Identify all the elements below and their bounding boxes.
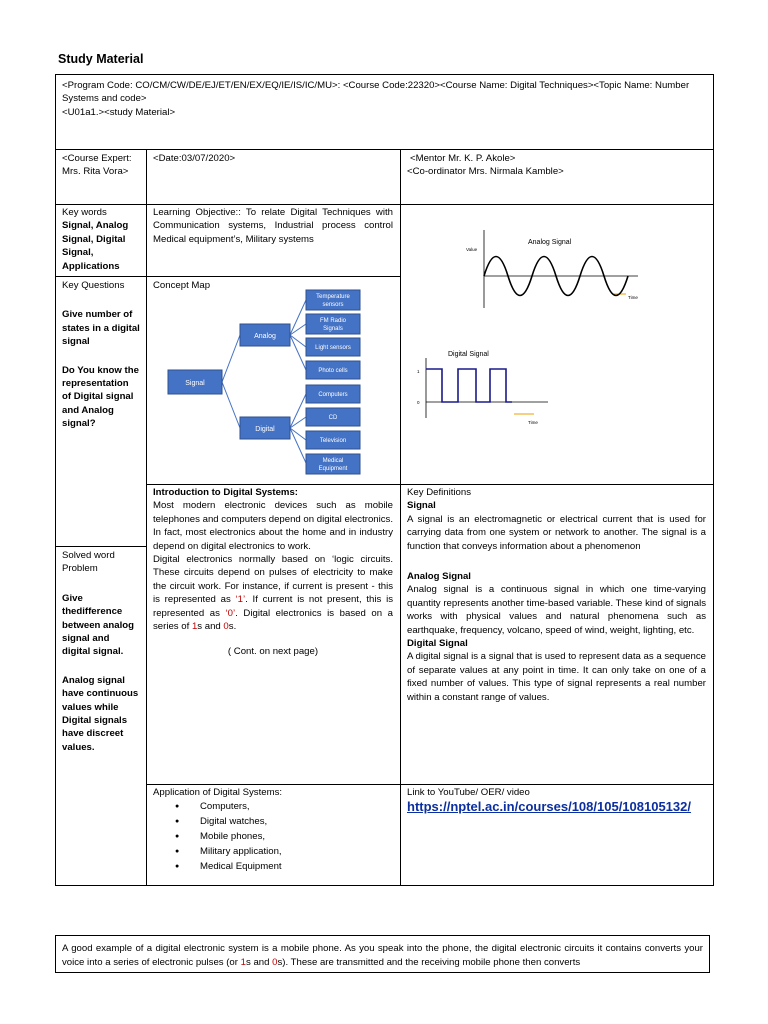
concept-map xyxy=(160,286,370,478)
svg-text:Equipment: Equipment xyxy=(318,466,348,472)
solved-word-question: Give thedifference between analog signal and digital signal. xyxy=(62,592,134,658)
concept-node-cd xyxy=(306,408,360,426)
digital-graph-xaxis: Time xyxy=(528,420,538,425)
course-expert-name: Mrs. Rita Vora> xyxy=(62,166,129,178)
concept-digital-label: Digital xyxy=(255,426,275,433)
definition-analog-text: Analog signal is a continuous signal in which one time-varying quantity represents another time-based variable. These kind of signals works with physical values and natural phenomena such as earthquake, frequency, volcano, speed of wind, weight, lighting, etc. xyxy=(407,584,706,636)
key-question-1: Give number of states in a digital signal xyxy=(62,309,140,348)
key-question-2: Do You know the representation of Digital signal and Analog signal? xyxy=(62,364,139,430)
concept-node-digital xyxy=(240,417,290,439)
program-info xyxy=(62,79,710,119)
svg-text:Temperature: Temperature xyxy=(316,294,350,300)
keywords-label: Key words xyxy=(62,207,107,218)
definition-signal-title: Signal xyxy=(407,500,436,512)
video-link[interactable]: https://nptel.ac.in/courses/108/105/108105132/ xyxy=(407,799,691,815)
intro-continued: ( Cont. on next page) xyxy=(227,646,319,658)
solved-word-cell xyxy=(62,549,140,754)
keywords-cell xyxy=(62,206,144,273)
list-item: ● Digital watches, xyxy=(153,814,393,829)
svg-text:Computers: Computers xyxy=(318,392,348,398)
digital-graph-low: 0 xyxy=(417,400,420,405)
intro-title: Introduction to Digital Systems: xyxy=(153,487,298,498)
definitions-label: Key Definitions xyxy=(407,487,471,498)
intro-paragraph-1: Most modern electronic devices such as mobile telephones and computers depend on digital electronics. In fact, most electronics about the home and in industry depend on digital electronics to work. xyxy=(153,500,394,552)
svg-text:Photo cells: Photo cells xyxy=(318,368,348,374)
concept-node-medical-equipment xyxy=(306,454,360,474)
solved-word-label: Solved word Problem xyxy=(62,550,115,575)
key-questions-cell xyxy=(62,279,140,431)
concept-node-root xyxy=(168,370,222,394)
svg-text:CD: CD xyxy=(328,415,338,421)
intro-paragraph-2: Digital electronics normally based on ‘logic circuits. These circuits depend on pulses of electricity to make the circuit work. For instance, if current is present - this is represented as ‘1’. If current is not present, this is represented as ‘0’. Digital electronics is based on a series of 1s and 0s. xyxy=(153,554,394,633)
solved-word-answer: Analog signal have continuous values while Digital signals have discreet values. xyxy=(62,674,139,753)
applications-title: Application of Digital Systems: xyxy=(153,787,283,798)
concept-node-fm-radio xyxy=(306,314,360,334)
keywords-terms: Signal, Analog Signal, Digital Signal, Applications xyxy=(62,220,129,272)
concept-root-label: Signal xyxy=(185,380,205,387)
digital-square-wave xyxy=(426,369,512,402)
concept-node-light-sensors xyxy=(306,338,360,356)
course-expert xyxy=(62,152,144,179)
course-expert-label: <Course Expert: xyxy=(62,153,132,164)
analog-signal-graph xyxy=(462,224,648,314)
list-item: ● Military application, xyxy=(153,844,393,859)
concept-node-television xyxy=(306,431,360,449)
svg-text:FM Radio: FM Radio xyxy=(319,318,347,324)
video-section xyxy=(407,786,707,814)
svg-text:Medical: Medical xyxy=(322,458,344,464)
digital-graph-title: Digital Signal xyxy=(448,351,489,358)
date-label: <Date:03/07/2020> xyxy=(153,153,236,164)
digital-signal-graph xyxy=(408,342,558,430)
list-item: ● Mobile phones, xyxy=(153,829,393,844)
page-heading: Study Material xyxy=(58,52,144,66)
concept-node-analog xyxy=(240,324,290,346)
coordinator-name: <Co-ordinator Mrs. Nirmala Kamble> xyxy=(407,166,564,178)
definition-digital-text: A digital signal is a signal that is used to represent data as a sequence of separate values at any point in time. It can only take on one of a fixed number of values. This type of signal represents a real number within a constant range of values. xyxy=(407,651,706,703)
topic-code-line: <U01a1.><study Material> xyxy=(62,106,176,118)
concept-analog-label: Analog xyxy=(254,333,276,340)
svg-text:sensors: sensors xyxy=(322,302,344,308)
digital-graph-high: 1 xyxy=(417,369,420,374)
list-item: ● Computers, xyxy=(153,799,393,814)
mentor-name: <Mentor Mr. K. P. Akole> xyxy=(410,153,516,164)
definition-signal-text: A signal is an electromagnetic or electrical current that is used for carrying data from one system or network to another. The signal is a function that conveys information about a phenomenon xyxy=(407,513,706,552)
list-item: ● Medical Equipment xyxy=(153,859,393,874)
video-label: Link to YouTube/ OER/ video xyxy=(407,787,530,798)
svg-text:Television: Television xyxy=(319,438,347,444)
concept-node-computers xyxy=(306,385,360,403)
analog-graph-title: Analog Signal xyxy=(528,239,572,246)
svg-text:Signals: Signals xyxy=(323,326,343,332)
program-line: <Program Code: CO/CM/CW/DE/EJ/ET/EN/EX/EQ/IE/IS/IC/MU>: <Course Code:22320><Course Name: Digital Techniques><Topic Name: Number Systems and code> xyxy=(62,80,690,105)
svg-text:Light sensors: Light sensors xyxy=(315,345,351,351)
mentor-info xyxy=(407,152,707,179)
analog-graph-yaxis: Value xyxy=(466,247,478,252)
definition-digital-title: Digital Signal xyxy=(407,638,468,650)
definitions-section xyxy=(407,486,706,704)
bottom-note: A good example of a digital electronic system is a mobile phone. As you speak into the phone, the digital electronic circuits it contains converts your voice into a series of electronic pulses (or 1s and 0s). These are transmitted and the receiving mobile phone then converts xyxy=(55,935,710,973)
applications-section xyxy=(153,786,393,874)
concept-node-photo-cells xyxy=(306,361,360,379)
definition-analog-title: Analog Signal xyxy=(407,571,471,583)
key-questions-label: Key Questions xyxy=(62,280,125,291)
concept-map-label: Concept Map xyxy=(153,280,211,291)
intro-section xyxy=(153,486,393,659)
applications-list xyxy=(153,799,393,874)
concept-node-temperature-sensors xyxy=(306,290,360,310)
analog-graph-xaxis: Time xyxy=(628,295,638,300)
learning-objective: Learning Objective:: To relate Digital Techniques with Communication systems, Industrial process control Medical equipment’s, Military systems xyxy=(153,207,393,245)
